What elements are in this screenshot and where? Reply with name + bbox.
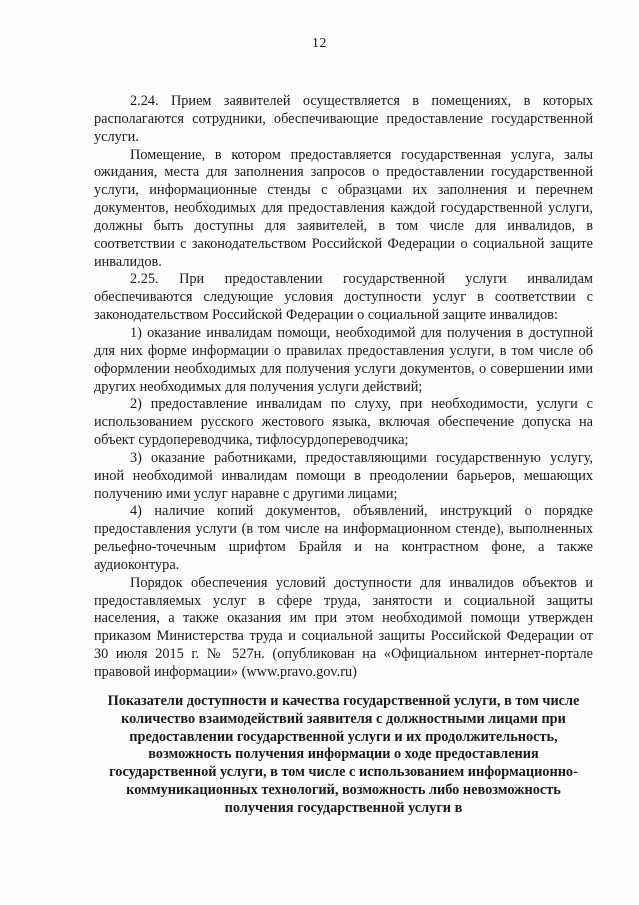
paragraph-2-25: 2.25. При предоставлении государственной услуги инвалидам обеспечиваются следующие условия доступности услуг в соответствии с законодательством Российской Федерации о социальной защите инвалидов: bbox=[94, 271, 593, 324]
list-item-1: 1) оказание инвалидам помощи, необходимой для получения в доступной для них форме информации о правилах предоставления услуги, в том числе об оформлении необходимых для получения услуги документов, о совершении ими других необходимых для получения услуги действий; bbox=[94, 324, 593, 395]
list-item-3: 3) оказание работниками, предоставляющими государственную услугу, иной необходимой инвалидам помощи в преодолении барьеров, мешающих получению ими услуг наравне с другими лицами; bbox=[94, 449, 593, 502]
paragraph-2-24: 2.24. Прием заявителей осуществляется в помещениях, в которых располагаются сотрудники, обеспечивающие предоставление государственной услуги. bbox=[94, 93, 593, 145]
document-body bbox=[94, 93, 593, 682]
list-item-4: 4) наличие копий документов, объявлений, инструкций о порядке предоставления услуги (в том числе на информационном стенде), выполненных рельефно-точечным шрифтом Брайля и на контрастном фоне, а также аудиоконтура. bbox=[94, 503, 593, 573]
section-heading: Показатели доступности и качества государственной услуги, в том числе количество взаимодействий заявителя с должностными лицами при предоставлении государственной услуги и их продолжительность, возможность получения информации о ходе предоставления государственной услуги, в том числе с использованием информационно-коммуникационных технологий, возможность либо невозможность получения государственной услуги в bbox=[107, 693, 580, 816]
paragraph-premises: Помещение, в котором предоставляется государственная услуга, залы ожидания, места для заполнения запросов о предоставлении государственной услуги, информационные стенды с образцами их заполнения и перечнем документов, необходимых для предоставления каждой государственной услуги, должны быть доступны для заявителей, в том числе для инвалидов, в соответствии с законодательством Российской Федерации о социальной защите инвалидов. bbox=[94, 146, 593, 270]
list-item-2: 2) предоставление инвалидам по слуху, при необходимости, услуги с использованием русского жестового языка, включая обеспечение допуска на объект сурдопереводчика, тифлосурдопереводчика; bbox=[94, 396, 593, 449]
paragraph-procedure: Порядок обеспечения условий доступности для инвалидов объектов и предоставляемых услуг в сфере труда, занятости и социальной защиты населения, а также оказания им при этом необходимой помощи утвержден приказом Министерства труда и социальной защиты Российской Федерации от 30 июля 2015 г. № 527н. (опубликован на «Официальном интернет-портале правовой информации» (www.pravo.gov.ru) bbox=[94, 574, 593, 680]
page-number: 12 bbox=[312, 36, 327, 51]
